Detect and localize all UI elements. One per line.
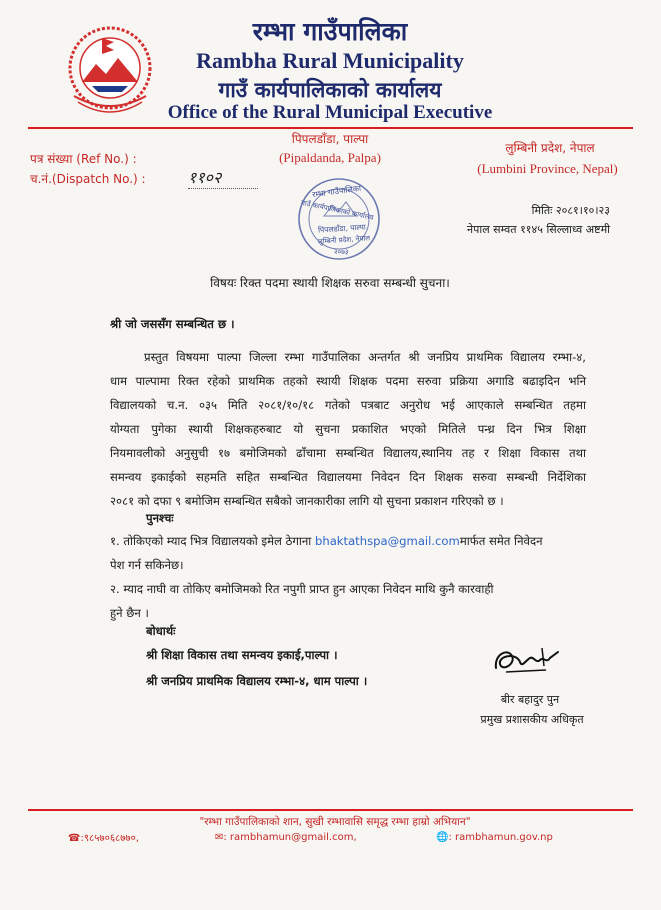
stamp-line-2: गाउँ कार्यपालिकाको कार्यालय [300, 198, 375, 222]
subject-line: विषयः रिक्त पदमा स्थायी शिक्षक सरुवा सम्बन्धी सुचना। [210, 276, 450, 290]
body-line-3: विद्यालयको च.न. ०३५ मिति २०८१/१०/१८ गतेको पत्रबाट अनुरोध भई आएकाले सम्बन्धित तहमा [110, 398, 586, 412]
title-nepali: रम्भा गाउँपालिका [252, 17, 408, 46]
title-english: Rambha Rural Municipality [196, 48, 464, 73]
point-1-text-after: मार्फत समेत निवेदन [459, 534, 543, 548]
nepal-sambat-line: नेपाल सम्वत ११४५ सिल्लाध्व अष्टमी [467, 223, 610, 236]
point-2-line-2: हुने छैन । [110, 606, 149, 620]
header-rule [28, 127, 633, 129]
bodhartha-heading: बोधार्थः [146, 624, 176, 638]
body-line-1: प्रस्तुत विषयमा पाल्पा जिल्ला रम्भा गाउँपालिका अन्तर्गत श्री जनप्रिय प्राथमिक विद्यालय रम्भा-४, [144, 350, 586, 364]
footer-slogan: "रम्भा गाउँपालिकाको शान, सुखी रम्भावासि समृद्ध रम्भा हाम्रो अभियान" [199, 816, 471, 828]
dispatch-number: ११०२ [188, 166, 258, 189]
office-english: Office of the Rural Municipal Executive [167, 102, 493, 123]
footer-website[interactable]: 🌐: rambhamun.gov.np [436, 832, 553, 843]
footer-rule [28, 809, 633, 811]
stamp-line-5: २०७३ [334, 248, 349, 256]
footer-email[interactable]: ✉: rambhamun@gmail.com, [215, 832, 357, 843]
address-nepali: पिपलडाँडा, पाल्पा [291, 132, 369, 146]
body-line-2: धाम पाल्पामा रिक्त रहेको प्राथमिक तहको स्थायी शिक्षक पदमा सरुवा प्रक्रिया अगाडि बढाइदिन भनि [110, 374, 586, 388]
address-english: (Pipaldanda, Palpa) [279, 150, 381, 165]
point-1-line-2: पेश गर्न सकिनेछ। [110, 558, 184, 572]
signatory-title: प्रमुख प्रशासकीय अधिकृत [480, 713, 584, 726]
province-nepali: लुम्बिनी प्रदेश, नेपाल [505, 141, 595, 155]
body-line-5: नियमावलीको अनुसुची १७ बमोजिमको ढाँचामा सम्बन्धित विद्यालय,स्थानिय तह र शिक्षा विकास तथा [110, 446, 586, 460]
signatory-name: बीर बहादुर पुन [500, 693, 560, 706]
stamp-line-1: रम्भा गाउँपालिका [311, 183, 362, 200]
body-line-4: योग्यता पुगेका स्थायी शिक्षकहरुबाट यो सुचना प्रकाशित भएको मितिले पन्ध्र दिन भित्र शिक्षा [110, 422, 586, 436]
cc-line-1: श्री शिक्षा विकास तथा समन्वय इकाई,पाल्पा । [146, 648, 338, 662]
dispatch-label: च.नं.(Dispatch No.) : [30, 172, 146, 186]
office-nepali: गाउँ कार्यपालिकाको कार्यालय [218, 78, 442, 102]
point-1-line-1 [110, 530, 543, 554]
ref-label: पत्र संख्या (Ref No.) : [30, 152, 137, 166]
signature [486, 642, 566, 686]
body-line-7: २०८१ को दफा ९ बमोजिम सम्बन्धित सबैको जानकारीका लागि यो सुचना प्रकाशन गरिएको छ । [110, 494, 504, 508]
punascha-heading: पुनश्चः [146, 511, 174, 525]
cc-line-2: श्री जनप्रिय प्राथमिक विद्यालय रम्भा-४, धाम पाल्पा । [146, 674, 368, 688]
point-2-line-1: २. म्याद नाघी वा तोकिए बमोजिमको रित नपुगी प्राप्त हुन आएका निवेदन माथि कुनै कारवाही [110, 582, 494, 596]
stamp-line-4: लुम्बिनी प्रदेश, नेपाल [317, 234, 371, 246]
stamp-line-3: पिपलडाँडा, पाल्पा [317, 222, 367, 235]
date-line: मितिः २०८१।१०।२३ [531, 204, 610, 217]
salutation: श्री जो जससँग सम्बन्धित छ । [110, 317, 235, 331]
body-line-6: समन्वय इकाईको सहमति सहित सम्बन्धित विद्यालयमा निवेदन दिन शिक्षक सरुवा सम्बन्धी निर्देशिका [110, 470, 586, 484]
footer-phone: ☎:९८५७०६८७७०, [68, 833, 140, 844]
province-english: (Lumbini Province, Nepal) [477, 161, 618, 176]
point-1-text: १. तोकिएको म्याद भित्र विद्यालयको इमेल ठेगाना [110, 534, 312, 548]
school-email-link[interactable]: bhaktathspa@gmail.com [315, 534, 460, 548]
